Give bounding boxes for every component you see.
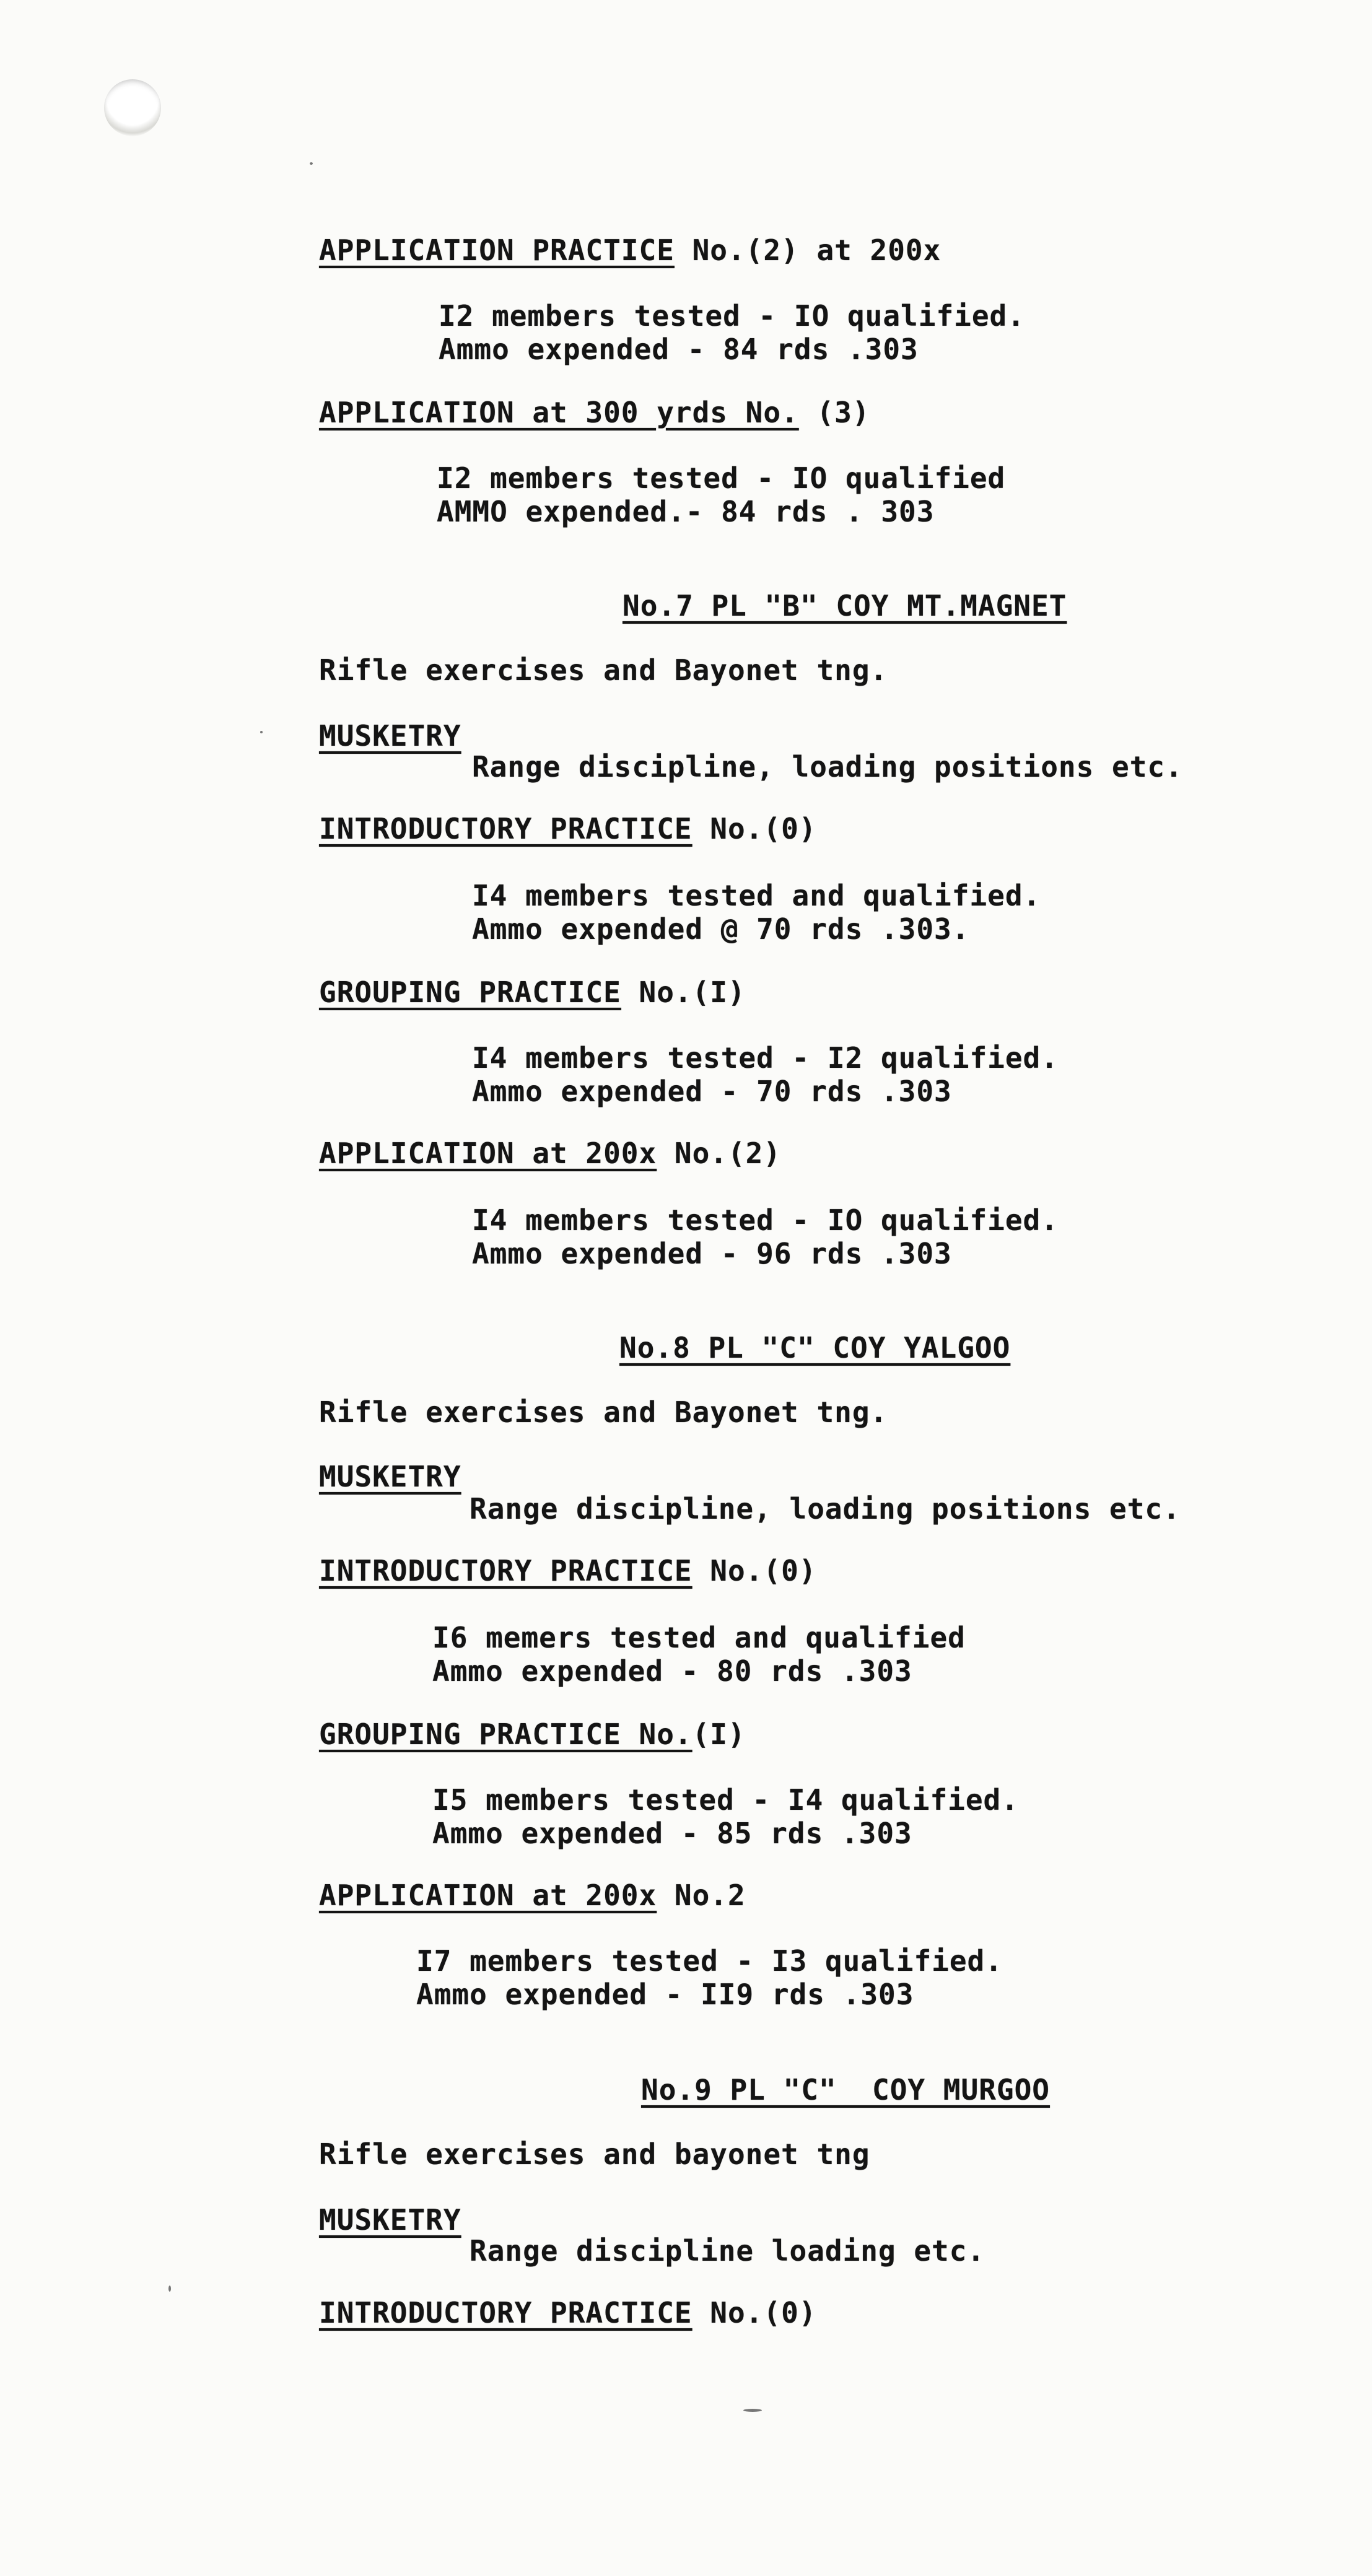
detail-line: I5 members tested - I4 qualified. (432, 1783, 1019, 1817)
section-heading: INTRODUCTORY PRACTICE (319, 1554, 693, 1587)
section-heading-suffix: No.(0) (692, 812, 817, 845)
detail-line: Ammo expended - 85 rds .303 (432, 1817, 912, 1850)
detail-line: Range discipline loading etc. (470, 2234, 985, 2268)
section-heading-line (319, 1878, 746, 1913)
activity-line: Rifle exercises and Bayonet tng. (319, 653, 888, 687)
paper-speck (260, 731, 263, 733)
section-heading: APPLICATION at 300 yrds No. (319, 396, 799, 429)
section-heading-line (319, 1717, 746, 1752)
section-heading-line (319, 2295, 816, 2330)
detail-line: Range discipline, loading positions etc. (472, 750, 1183, 784)
section-heading-line (319, 1136, 781, 1171)
paper-speck (168, 2286, 171, 2292)
section-heading-line (319, 395, 870, 430)
detail-line: AMMO expended.- 84 rds . 303 (437, 495, 935, 528)
paper-speck (310, 162, 313, 165)
section-heading: APPLICATION PRACTICE (319, 234, 675, 267)
section-heading-suffix: No.(0) (692, 2296, 817, 2329)
activity-line: Rifle exercises and Bayonet tng. (319, 1395, 888, 1429)
section-heading-suffix: (I) (692, 1718, 746, 1751)
section-heading-suffix: No.(0) (692, 1554, 817, 1587)
detail-line: I2 members tested - IO qualified. (439, 299, 1025, 333)
detail-line: Ammo expended - 70 rds .303 (472, 1075, 952, 1108)
detail-line: I4 members tested - I2 qualified. (472, 1041, 1059, 1075)
detail-line: Ammo expended - II9 rds .303 (416, 1978, 914, 2011)
section-heading-suffix: No.(2) (657, 1137, 782, 1170)
detail-line: Ammo expended - 96 rds .303 (472, 1237, 952, 1270)
platoon-heading: No.9 PL "C" COY MURGOO (641, 2073, 1050, 2107)
section-heading: INTRODUCTORY PRACTICE (319, 812, 693, 845)
section-heading-suffix: No.2 (657, 1879, 746, 1912)
detail-line: Range discipline, loading positions etc. (470, 1492, 1181, 1526)
section-heading: GROUPING PRACTICE No. (319, 1718, 693, 1751)
activity-line: Rifle exercises and bayonet tng (319, 2137, 870, 2171)
section-heading-suffix: No.(I) (621, 976, 746, 1009)
section-heading-suffix: (3) (798, 396, 870, 429)
section-heading: APPLICATION at 200x (319, 1879, 657, 1912)
detail-line: Ammo expended - 84 rds .303 (439, 333, 919, 366)
section-heading: MUSKETRY (319, 719, 461, 753)
platoon-heading: No.7 PL "B" COY MT.MAGNET (623, 589, 1067, 622)
detail-line: Ammo expended - 80 rds .303 (432, 1654, 912, 1688)
section-heading: MUSKETRY (319, 1460, 461, 1493)
paper-speck (743, 2409, 762, 2412)
section-heading: APPLICATION at 200x (319, 1137, 657, 1170)
section-heading-line (319, 811, 816, 846)
detail-line: Ammo expended @ 70 rds .303. (472, 912, 970, 946)
detail-line: I4 members tested and qualified. (472, 879, 1041, 912)
platoon-heading: No.8 PL "C" COY YALGOO (619, 1331, 1011, 1364)
section-heading-line (319, 233, 941, 268)
section-heading: GROUPING PRACTICE (319, 976, 621, 1009)
detail-line: I7 members tested - I3 qualified. (416, 1944, 1003, 1978)
punch-hole (104, 79, 161, 136)
detail-line: I4 members tested - IO qualified. (472, 1203, 1059, 1237)
detail-line: I6 memers tested and qualified (432, 1621, 966, 1654)
section-heading: MUSKETRY (319, 2203, 461, 2237)
section-heading-line (319, 1553, 816, 1588)
section-heading-suffix: No.(2) at 200x (674, 234, 942, 267)
section-heading: INTRODUCTORY PRACTICE (319, 2296, 693, 2329)
section-heading-line (319, 975, 746, 1010)
detail-line: I2 members tested - IO qualified (437, 461, 1006, 495)
